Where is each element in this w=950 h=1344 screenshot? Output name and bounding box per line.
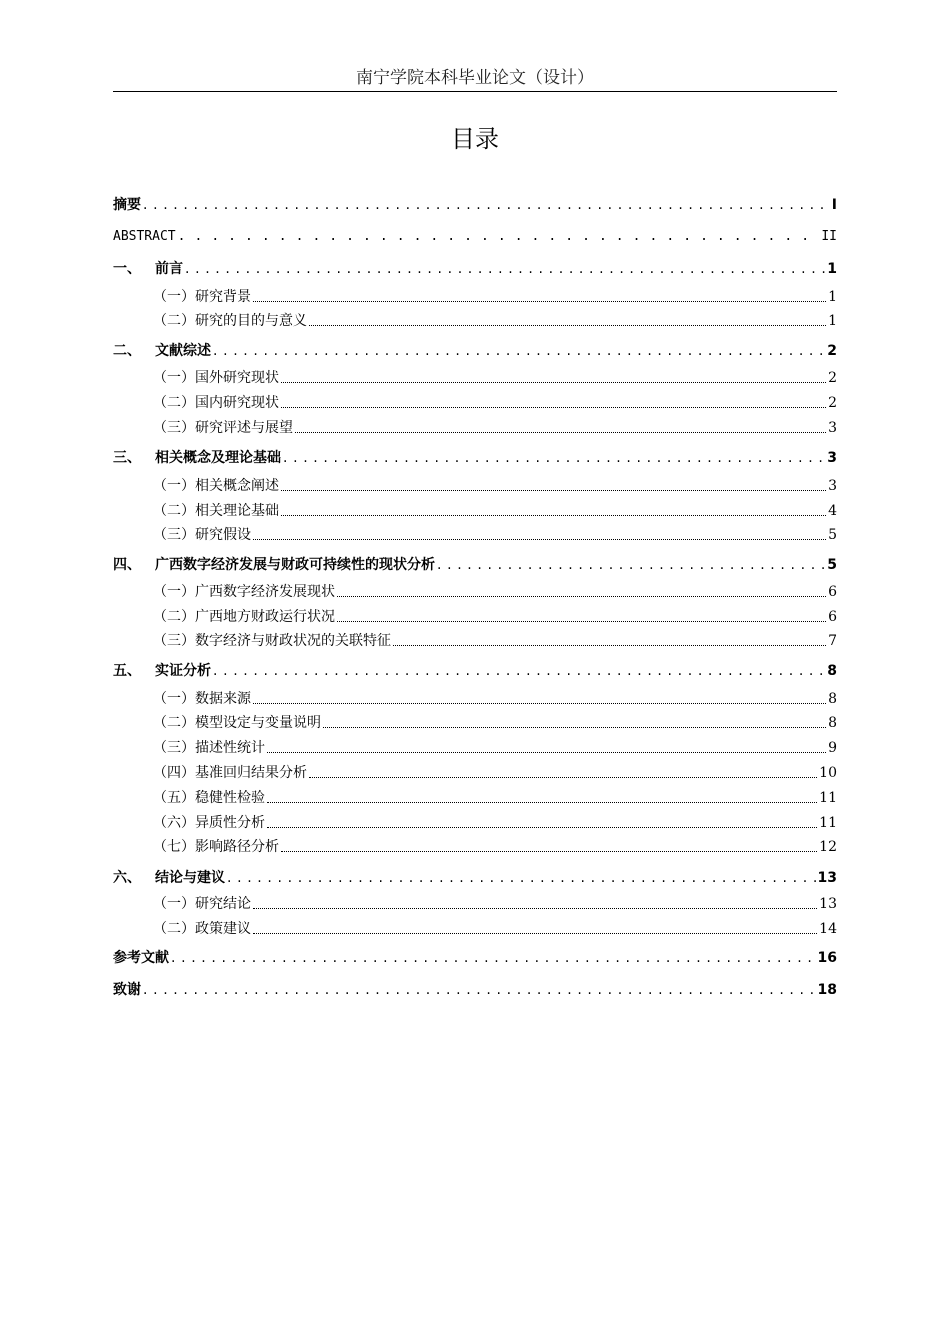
toc-dot-leader xyxy=(253,538,826,540)
toc-entry-label: （三）描述性统计 xyxy=(153,740,265,756)
toc-dot-leader xyxy=(281,489,826,491)
toc-chapter-entry[interactable] xyxy=(113,195,837,215)
toc-entry-label: 结论与建议 xyxy=(155,870,225,886)
header-title: 南宁学院本科毕业论文（设计） xyxy=(356,68,594,88)
toc-chapter-entry[interactable] xyxy=(113,227,837,247)
toc-section-entry[interactable] xyxy=(113,689,837,709)
toc-dot-leader xyxy=(337,595,826,597)
toc-entry-number: 三、 xyxy=(113,450,141,466)
toc-entry-label: （三）数字经济与财政状况的关联特征 xyxy=(153,633,391,649)
toc-entry-label: （一）相关概念阐述 xyxy=(153,478,279,494)
toc-page-number: 5 xyxy=(827,557,837,573)
toc-entry-label: （二）研究的目的与意义 xyxy=(153,313,307,329)
toc-dot-leader xyxy=(143,195,830,215)
toc-dot-leader xyxy=(281,381,826,383)
toc-dot-leader xyxy=(323,726,826,728)
toc-title: 目录 xyxy=(451,125,499,153)
toc-dot-leader xyxy=(337,620,826,622)
toc-dot-leader xyxy=(437,555,825,575)
toc-page-number: 8 xyxy=(828,691,837,707)
toc-entry-label: （一）广西数字经济发展现状 xyxy=(153,584,335,600)
toc-entry-label: （二）相关理论基础 xyxy=(153,503,279,519)
toc-entry-label: （六）异质性分析 xyxy=(153,815,265,831)
toc-page-number: 1 xyxy=(828,289,837,305)
toc-section-entry[interactable] xyxy=(113,894,837,914)
toc-page-number: 7 xyxy=(828,633,837,649)
toc-entry-label: （二）政策建议 xyxy=(153,921,251,937)
toc-page-number: 3 xyxy=(828,420,837,436)
toc-page-number: 8 xyxy=(828,715,837,731)
toc-page-number: 6 xyxy=(828,584,837,600)
toc-section-entry[interactable] xyxy=(113,919,837,939)
toc-entry-label: ABSTRACT xyxy=(113,229,176,244)
toc-entry-label: （五）稳健性检验 xyxy=(153,790,265,806)
toc-entry-label: 广西数字经济发展与财政可持续性的现状分析 xyxy=(155,557,435,573)
toc-chapter-entry[interactable] xyxy=(113,259,837,279)
toc-dot-leader xyxy=(295,431,826,433)
toc-entry-number: 二、 xyxy=(113,343,141,359)
toc-section-entry[interactable] xyxy=(113,738,837,758)
toc-entry-label: （一）研究结论 xyxy=(153,896,251,912)
toc-page-number: 8 xyxy=(827,663,837,679)
toc-page-number: 12 xyxy=(819,839,837,855)
toc-page-number: 13 xyxy=(819,896,837,912)
toc-section-entry[interactable] xyxy=(113,287,837,307)
toc-dot-leader xyxy=(267,801,817,803)
toc-section-entry[interactable] xyxy=(113,311,837,331)
toc-page-number: 3 xyxy=(827,450,837,466)
toc-chapter-entry[interactable] xyxy=(113,448,837,468)
toc-chapter-entry[interactable] xyxy=(113,341,837,361)
toc-entry-number: 五、 xyxy=(113,663,141,679)
toc-page-number: 9 xyxy=(828,740,837,756)
toc-section-entry[interactable] xyxy=(113,631,837,651)
toc-page-number: 18 xyxy=(817,982,837,998)
table-of-contents xyxy=(113,0,837,1344)
toc-page-number: I xyxy=(831,197,837,213)
toc-dot-leader xyxy=(253,300,826,302)
toc-page-number: 11 xyxy=(819,815,837,831)
toc-entry-label: 前言 xyxy=(155,261,183,277)
toc-chapter-entry[interactable] xyxy=(113,948,837,968)
toc-page-number: 14 xyxy=(819,921,837,937)
toc-dot-leader xyxy=(253,702,826,704)
toc-page-number: 10 xyxy=(819,765,837,781)
toc-section-entry[interactable] xyxy=(113,763,837,783)
toc-section-entry[interactable] xyxy=(113,582,837,602)
toc-section-entry[interactable] xyxy=(113,525,837,545)
toc-page-number: 1 xyxy=(828,313,837,329)
toc-section-entry[interactable] xyxy=(113,501,837,521)
toc-page-number: 1 xyxy=(827,261,837,277)
toc-entry-number: 六、 xyxy=(113,870,141,886)
toc-entry-label: （三）研究评述与展望 xyxy=(153,420,293,436)
toc-entry-label: （四）基准回归结果分析 xyxy=(153,765,307,781)
toc-entry-label: （二）广西地方财政运行状况 xyxy=(153,609,335,625)
toc-entry-label: （七）影响路径分析 xyxy=(153,839,279,855)
toc-entry-label: （三）研究假设 xyxy=(153,527,251,543)
toc-section-entry[interactable] xyxy=(113,788,837,808)
toc-chapter-entry[interactable] xyxy=(113,555,837,575)
toc-dot-leader xyxy=(267,826,817,828)
toc-dot-leader xyxy=(267,751,826,753)
toc-dot-leader xyxy=(171,948,816,968)
toc-section-entry[interactable] xyxy=(113,418,837,438)
toc-dot-leader xyxy=(143,980,816,1000)
toc-entry-label: （二）模型设定与变量说明 xyxy=(153,715,321,731)
toc-dot-leader xyxy=(281,850,817,852)
toc-page-number: 13 xyxy=(817,870,837,886)
toc-dot-leader xyxy=(185,259,825,279)
toc-dot-leader xyxy=(281,514,826,516)
toc-dot-leader xyxy=(253,932,817,934)
toc-dot-leader xyxy=(178,227,820,247)
toc-dot-leader xyxy=(213,661,825,681)
toc-chapter-entry[interactable] xyxy=(113,980,837,1000)
toc-entry-label: 参考文献 xyxy=(113,950,169,966)
toc-dot-leader xyxy=(281,406,826,408)
toc-section-entry[interactable] xyxy=(113,368,837,388)
toc-dot-leader xyxy=(283,448,825,468)
toc-entry-label: （一）研究背景 xyxy=(153,289,251,305)
toc-page-number: 2 xyxy=(828,395,837,411)
toc-entry-label: （一）国外研究现状 xyxy=(153,370,279,386)
toc-page-number: 6 xyxy=(828,609,837,625)
toc-entry-label: 致谢 xyxy=(113,982,141,998)
toc-section-entry[interactable] xyxy=(113,713,837,733)
toc-entry-label: 摘要 xyxy=(113,197,141,213)
toc-dot-leader xyxy=(227,868,816,888)
toc-entry-number: 四、 xyxy=(113,557,141,573)
toc-section-entry[interactable] xyxy=(113,607,837,627)
toc-page-number: 16 xyxy=(817,950,837,966)
toc-entry-label: （二）国内研究现状 xyxy=(153,395,279,411)
toc-page-number: 4 xyxy=(828,503,837,519)
toc-page-number: 11 xyxy=(819,790,837,806)
toc-entry-label: 相关概念及理论基础 xyxy=(155,450,281,466)
toc-chapter-entry[interactable] xyxy=(113,868,837,888)
toc-section-entry[interactable] xyxy=(113,837,837,857)
toc-dot-leader xyxy=(309,776,817,778)
toc-dot-leader xyxy=(393,644,826,646)
toc-page-number: 2 xyxy=(828,370,837,386)
toc-chapter-entry[interactable] xyxy=(113,661,837,681)
toc-entry-label: 文献综述 xyxy=(155,343,211,359)
toc-page-number: 3 xyxy=(828,478,837,494)
toc-entry-number: 一、 xyxy=(113,261,141,277)
toc-dot-leader xyxy=(309,324,826,326)
toc-entry-label: 实证分析 xyxy=(155,663,211,679)
toc-dot-leader xyxy=(253,907,817,909)
toc-page-number: 5 xyxy=(828,527,837,543)
toc-page-number: II xyxy=(821,229,837,244)
toc-dot-leader xyxy=(213,341,825,361)
toc-section-entry[interactable] xyxy=(113,393,837,413)
toc-page-number: 2 xyxy=(827,343,837,359)
toc-section-entry[interactable] xyxy=(113,813,837,833)
toc-section-entry[interactable] xyxy=(113,476,837,496)
toc-entry-label: （一）数据来源 xyxy=(153,691,251,707)
